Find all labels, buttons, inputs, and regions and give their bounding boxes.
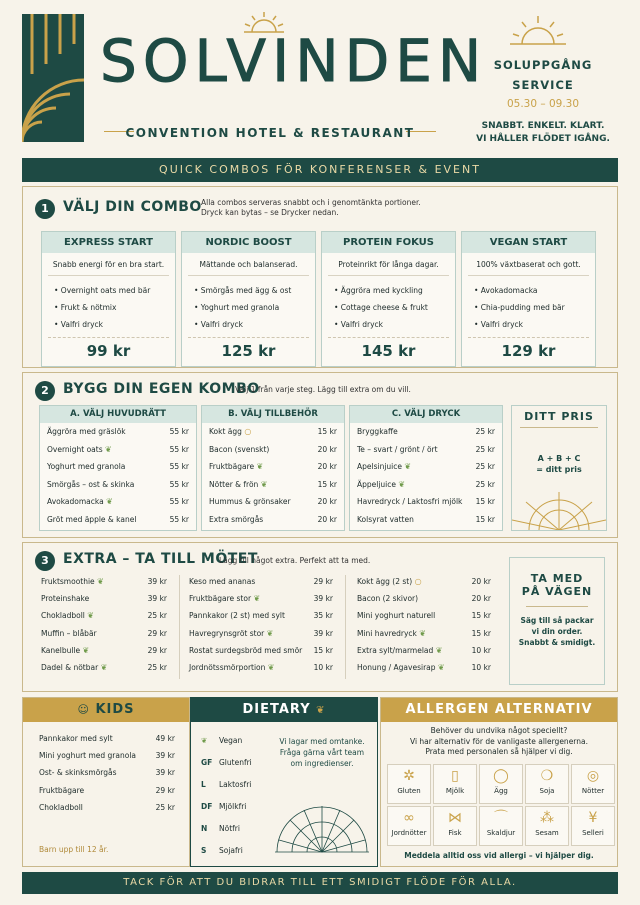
combo-item: • Frukt & nötmix — [54, 303, 117, 312]
leaf-icon: ❦ — [437, 662, 445, 672]
dietary-label: Sojafri — [219, 846, 243, 855]
nut-icon: ◎ — [586, 768, 600, 784]
menu-row[interactable]: Proteinshake 39 kr — [41, 594, 167, 604]
combo-item: • Chia-pudding med bär — [474, 303, 565, 312]
dietary-label: Nötfri — [219, 824, 240, 833]
menu-row[interactable]: Extra sylt/marmelad ❦ 10 kr — [357, 645, 491, 655]
combo-desc: Snabb energi för en bra start. — [48, 260, 169, 276]
dietary-code: S — [201, 846, 207, 855]
milk-icon: ▯ — [451, 768, 459, 784]
combo-item: • Smörgås med ägg & ost — [194, 286, 292, 295]
brand-subtitle: CONVENTION HOTEL & RESTAURANT — [125, 126, 415, 140]
menu-row[interactable]: Fruktsmoothie ❦ 39 kr — [41, 577, 167, 586]
menu-row[interactable]: Äggröra med gräslök 55 kr — [47, 427, 189, 436]
combo-price: 99 kr — [48, 337, 169, 360]
kids-title: KIDS — [95, 702, 135, 717]
dietary-panel — [190, 697, 378, 867]
dietary-label: Glutenfri — [219, 758, 252, 767]
leaf-icon: ❦ — [256, 462, 264, 471]
menu-row[interactable]: Chokladboll 25 kr — [39, 802, 175, 812]
takeaway-title-1: TA MED — [530, 572, 584, 585]
menu-row[interactable]: Mini yoghurt med granola 39 kr — [39, 751, 175, 761]
peanut-icon: ∞ — [403, 810, 415, 826]
corner-decoration — [22, 14, 84, 142]
menu-row[interactable]: Pannkakor (2 st) med sylt 35 kr — [189, 611, 333, 621]
service-time: 05.30 – 09.30 — [506, 98, 580, 110]
menu-row[interactable]: Apelsinjuice ❦ 25 kr — [357, 462, 495, 471]
combo-card[interactable] — [461, 231, 596, 367]
leaf-icon: ❦ — [100, 662, 108, 672]
egg-icon: ○ — [244, 427, 252, 436]
extra-column — [41, 573, 167, 676]
allergen-milk[interactable]: ▯ Mjölk — [433, 764, 477, 804]
menu-row[interactable]: Kanelbulle ❦ 29 kr — [41, 645, 167, 655]
service-hours-box — [468, 18, 618, 150]
leaf-icon: ❦ — [106, 497, 113, 506]
combo-note-1: Alla combos serveras snabbt och i genomtänkta portioner. — [201, 198, 421, 207]
leaf-icon: ❦ — [253, 594, 261, 604]
combo-price: 145 kr — [328, 337, 449, 360]
leaf-icon: ❦ — [316, 705, 326, 716]
build-section — [22, 372, 618, 538]
service-line1: SOLUPPGÅNG — [493, 58, 593, 72]
menu-row[interactable]: Gröt med äpple & kanel 55 kr — [47, 514, 189, 524]
build-column-c — [349, 405, 503, 531]
allergen-celery[interactable]: ¥ Selleri — [571, 806, 615, 846]
leaf-icon: ❦ — [82, 645, 90, 655]
build-column-header: C. VÄLJ DRYCK — [350, 406, 502, 423]
dietary-label: Mjölkfri — [219, 802, 247, 811]
allergen-intro-2: Vi har alternativ för de vanligaste allergenerna. — [409, 736, 588, 746]
allergen-intro-1: Behöver du undvika något speciellt? — [430, 726, 568, 735]
combo-name: NORDIC BOOST — [182, 232, 315, 253]
extra-section — [22, 542, 618, 692]
sesame-icon: ⁂ — [540, 810, 554, 826]
menu-row[interactable]: Nötter & frön ❦ 15 kr — [209, 479, 337, 489]
menu-row[interactable]: Muffin – blåbär 29 kr — [41, 628, 167, 638]
sunburst-decoration — [275, 784, 369, 854]
menu-row[interactable]: Bryggkaffe 25 kr — [357, 427, 495, 436]
build-column-header: B. VÄLJ TILLBEHÖR — [202, 406, 344, 423]
allergen-panel — [380, 697, 618, 867]
combo-item: • Yoghurt med granola — [194, 303, 280, 312]
combo-item: • Valfri dryck — [194, 320, 243, 329]
menu-row[interactable]: Overnight oats ❦ 55 kr — [47, 444, 189, 454]
menu-row[interactable]: Fruktbägare 29 kr — [39, 785, 175, 795]
menu-row[interactable]: Kokt ägg ○ 15 kr — [209, 427, 337, 436]
leaf-icon: ❦ — [105, 444, 112, 454]
section-number-3: 3 — [35, 551, 55, 571]
menu-row[interactable]: Hummus & grönsaker 20 kr — [209, 497, 337, 506]
combo-card[interactable] — [321, 231, 456, 367]
leaf-icon: ❦ — [435, 645, 443, 655]
leaf-icon: ❦ — [267, 662, 275, 672]
menu-row[interactable]: Chokladboll ❦ 25 kr — [41, 611, 167, 621]
dietary-text-3: om ingredienser. — [290, 759, 354, 768]
combo-item: • Äggröra med kyckling — [334, 286, 423, 295]
combo-name: VEGAN START — [462, 232, 595, 253]
dietary-code: DF — [201, 802, 213, 811]
build-column-header: A. VÄLJ HUVUDRÄTT — [40, 406, 196, 423]
fish-icon: ⋈ — [448, 810, 462, 826]
menu-row[interactable]: Mini havredryck ❦ 15 kr — [357, 628, 491, 638]
menu-row[interactable]: Dadel & nötbar ❦ 25 kr — [41, 662, 167, 672]
combo-price: 129 kr — [468, 337, 589, 360]
allergen-footer: Meddela alltid oss vid allergi – vi hjälper dig. — [404, 851, 594, 860]
dietary-code: N — [201, 824, 208, 833]
leaf-icon: ❦ — [266, 628, 274, 638]
menu-row[interactable]: Jordnötssmörportion ❦ 10 kr — [189, 662, 333, 672]
menu-row[interactable]: Bacon (svenskt) 20 kr — [209, 444, 337, 454]
allergen-soy[interactable]: ❍ Soja — [525, 764, 569, 804]
menu-row[interactable]: Bacon (2 skivor) 20 kr — [357, 594, 491, 604]
allergen-fish[interactable]: ⋈ Fisk — [433, 806, 477, 846]
dietary-label: Vegan — [219, 736, 243, 745]
price-box — [511, 405, 607, 531]
dietary-code: GF — [201, 758, 213, 767]
celery-icon: ¥ — [588, 810, 598, 826]
egg-icon: ◯ — [493, 768, 509, 784]
combo-price: 125 kr — [188, 337, 309, 360]
takeaway-text-3: Snabbt & smidigt. — [518, 638, 596, 647]
combo-note-2: Dryck kan bytas – se Drycker nedan. — [201, 208, 339, 217]
menu-row[interactable]: Kokt ägg (2 st) ○ 20 kr — [357, 577, 491, 586]
footer-banner: TACK FÖR ATT DU BIDRAR TILL ETT SMIDIGT FLÖDE FÖR ALLA. — [22, 872, 618, 894]
menu-row[interactable]: Honung / Agavesirap ❦ 10 kr — [357, 662, 491, 672]
section-number-2: 2 — [35, 381, 55, 401]
menu-row[interactable]: Extra smörgås 20 kr — [209, 514, 337, 524]
price-result: = ditt pris — [536, 465, 582, 474]
combo-item: • Valfri dryck — [54, 320, 103, 329]
menu-row[interactable]: Ost- & skinksmörgås 39 kr — [39, 768, 175, 778]
kids-panel — [22, 697, 190, 867]
section-number-1: 1 — [35, 199, 55, 219]
takeaway-text-2: vi din order. — [531, 627, 583, 636]
menu-row[interactable]: Fruktbägare stor ❦ 39 kr — [189, 594, 333, 604]
allergen-nuts[interactable]: ◎ Nötter — [571, 764, 615, 804]
extra-section-title: EXTRA – TA TILL MÖTET — [63, 551, 258, 567]
service-tag2: VI HÅLLER FLÖDET IGÅNG. — [476, 134, 610, 144]
dietary-title: DIETARY — [242, 702, 311, 717]
takeaway-text-1: Säg till så packar — [520, 616, 594, 625]
sunburst-decoration — [512, 490, 606, 530]
menu-row[interactable]: Rostat surdegsbröd med smör 15 kr — [189, 645, 333, 655]
shrimp-icon: ⌒ — [494, 810, 508, 826]
leaf-icon: ❦ — [97, 577, 104, 586]
extra-column — [357, 573, 491, 676]
menu-row[interactable]: Avokadomacka ❦ 55 kr — [47, 497, 189, 506]
combo-item: • Avokadomacka — [474, 286, 538, 295]
soy-icon: ❍ — [540, 768, 554, 784]
takeaway-box — [509, 557, 605, 685]
dietary-label: Laktosfri — [219, 780, 252, 789]
menu-row[interactable]: Pannkakor med sylt 49 kr — [39, 734, 175, 743]
combo-desc: Proteinrikt för långa dagar. — [328, 260, 449, 276]
service-tag1: SNABBT. ENKELT. KLART. — [481, 121, 605, 131]
dietary-text-1: Vi lagar med omtanke. — [279, 737, 365, 746]
takeaway-title-2: PÅ VÄGEN — [521, 585, 593, 598]
allergen-peanuts[interactable]: ∞ Jordnötter — [387, 806, 431, 846]
combo-item: • Cottage cheese & frukt — [334, 303, 428, 312]
combo-card[interactable] — [181, 231, 316, 367]
extra-column — [189, 573, 333, 676]
allergen-title: ALLERGEN ALTERNATIV — [381, 698, 617, 722]
combo-desc: 100% växtbaserat och gott. — [468, 260, 589, 276]
vegan-icon: ❦ — [201, 736, 208, 745]
extra-note: Lägg till något extra. Perfekt att ta med. — [219, 556, 371, 565]
kids-note: Barn upp till 12 år. — [39, 845, 109, 854]
price-formula: A + B + C — [537, 454, 581, 463]
build-column-a — [39, 405, 197, 531]
menu-row[interactable]: Keso med ananas 29 kr — [189, 577, 333, 586]
leaf-icon: ❦ — [398, 479, 406, 489]
build-column-b — [201, 405, 345, 531]
combo-section — [22, 186, 618, 368]
combo-section-title: VÄLJ DIN COMBO — [63, 199, 202, 215]
combo-item: • Valfri dryck — [334, 320, 383, 329]
leaf-icon: ❦ — [87, 611, 94, 621]
dietary-text-2: Fråga gärna vårt team — [279, 748, 365, 757]
menu-row[interactable]: Mini yoghurt naturell 15 kr — [357, 611, 491, 621]
build-note: Välj 1 från varje steg. Lägg till extra om du vill. — [235, 385, 411, 394]
leaf-icon: ❦ — [419, 628, 426, 638]
menu-row[interactable]: Smörgås – ost & skinka 55 kr — [47, 479, 189, 489]
quick-combos-banner: QUICK COMBOS FÖR KONFERENSER & EVENT — [22, 158, 618, 182]
brand-title: SOLVINDEN — [100, 27, 488, 95]
build-section-title: BYGG DIN EGEN KOMBO — [63, 381, 260, 397]
allergen-gluten[interactable]: ✲ Gluten — [387, 764, 431, 804]
price-box-title: DITT PRIS — [524, 410, 594, 423]
menu-row[interactable]: Fruktbägare ❦ 20 kr — [209, 462, 337, 471]
menu-row[interactable]: Havregrynsgröt stor ❦ 39 kr — [189, 628, 333, 638]
combo-name: EXPRESS START — [42, 232, 175, 253]
service-line2: SERVICE — [512, 78, 574, 92]
dietary-code: L — [201, 780, 206, 789]
allergen-egg[interactable]: ◯ Ägg — [479, 764, 523, 804]
leaf-icon: ❦ — [404, 462, 412, 471]
egg-icon: ○ — [414, 577, 422, 586]
menu-row[interactable]: Havredryck / Laktosfri mjölk 15 kr — [357, 497, 495, 506]
leaf-icon: ❦ — [260, 479, 268, 489]
combo-desc: Mättande och balanserad. — [188, 260, 309, 276]
menu-row[interactable]: Kolsyrat vatten 15 kr — [357, 514, 495, 524]
menu-row[interactable]: Äppeljuice ❦ 25 kr — [357, 479, 495, 489]
combo-card[interactable] — [41, 231, 176, 367]
allergen-shellfish[interactable]: ⌒ Skaldjur — [479, 806, 523, 846]
combo-name: PROTEIN FOKUS — [322, 232, 455, 253]
menu-row[interactable]: Te – svart / grönt / ört 25 kr — [357, 444, 495, 454]
combo-item: • Valfri dryck — [474, 320, 523, 329]
menu-row[interactable]: Yoghurt med granola 55 kr — [47, 462, 189, 471]
wheat-icon: ✲ — [403, 768, 415, 784]
combo-item: • Overnight oats med bär — [54, 286, 151, 295]
allergen-intro-3: Prata med personalen så hjälper vi dig. — [425, 747, 573, 756]
smiley-icon: ☺ — [77, 703, 90, 716]
allergen-sesame[interactable]: ⁂ Sesam — [525, 806, 569, 846]
